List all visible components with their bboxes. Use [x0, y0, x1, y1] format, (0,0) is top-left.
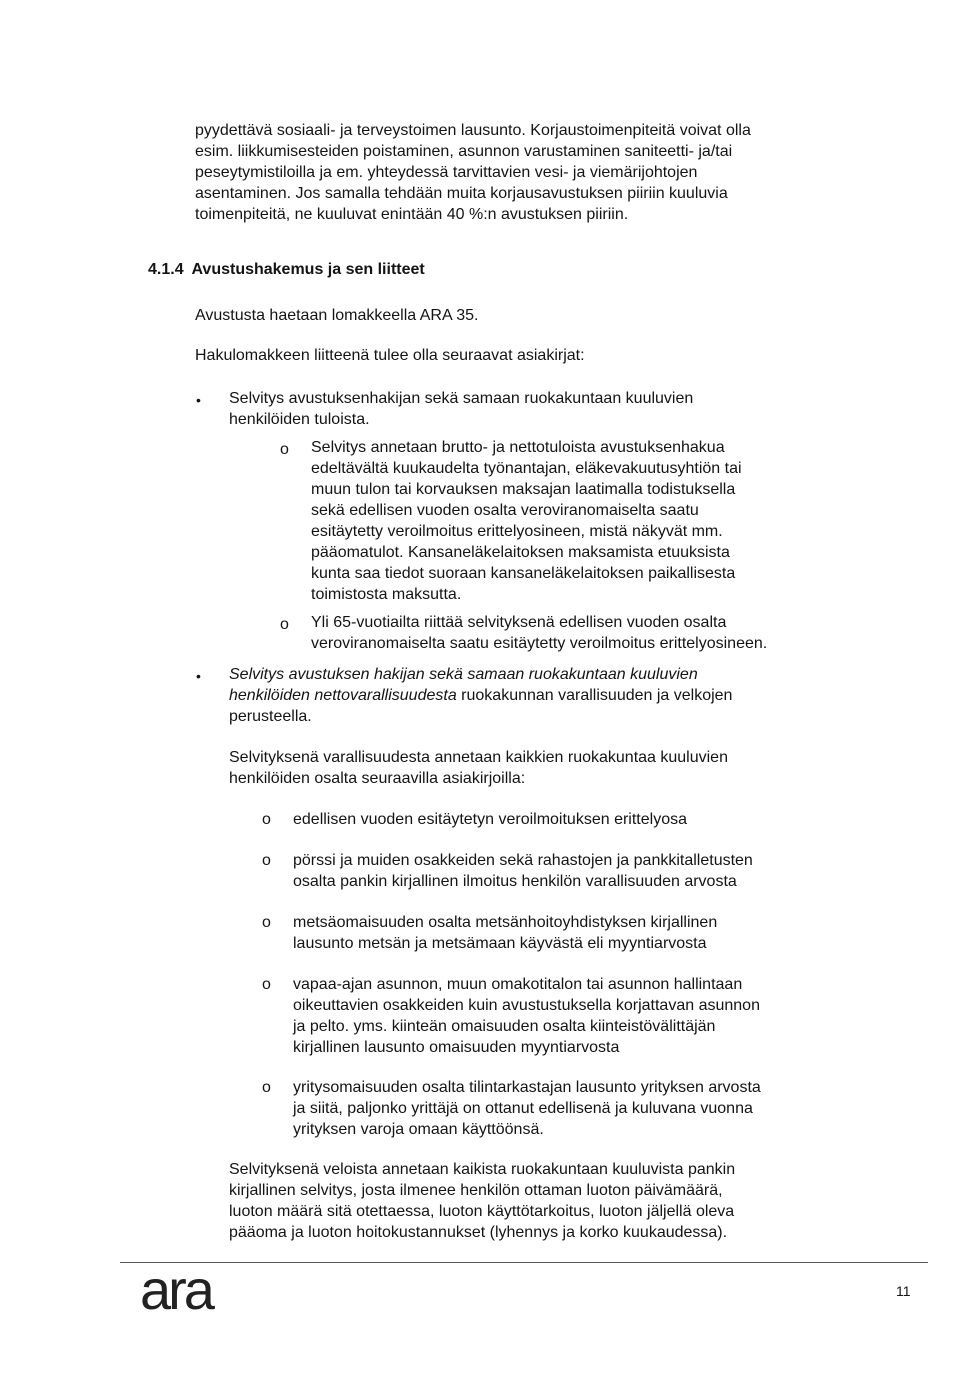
text-line: yrityksen varoja omaan käyttöönsä. [293, 1121, 544, 1138]
text-line: perusteella. [229, 708, 312, 725]
text-line: Selvityksenä veloista annetaan kaikista ruokakuntaan kuuluvista pankin [229, 1161, 736, 1178]
text-line: pörssi ja muiden osakkeiden sekä rahastojen ja pankkitalletusten [293, 852, 753, 869]
text-line: kirjallinen lausunto omaisuuden myyntiarvosta [293, 1039, 620, 1056]
text-line: luoton määrä sitä otettaessa, luoton käyttötarkoitus, luoton jäljellä oleva [229, 1203, 735, 1220]
text-line: ja siitä, paljonko yrittäjä on ottanut edellisenä ja kuluvana vuonna [293, 1100, 753, 1117]
section-number: 4.1.4 [148, 261, 184, 278]
wealth-item [293, 1077, 873, 1140]
text-line: oikeuttavien osakkeiden kuin avustustuksella korjattavan asunnon [293, 997, 760, 1014]
text-line: edeltävältä kuukaudelta työnantajan, eläkevakuutusyhtiön tai [311, 460, 742, 477]
text-line: vapaa-ajan asunnon, muun omakotitalon tai asunnon hallintaan [293, 976, 743, 993]
text-line: veroviranomaiselta saatu esitäytetty veroilmoitus erittelyosineen. [311, 635, 768, 652]
text-line: toimenpiteitä, ne kuuluvat enintään 40 %:n avustuksen piiriin. [195, 206, 629, 223]
text-line: edellisen vuoden esitäytetyn veroilmoituksen erittelyosa [293, 811, 687, 828]
text-line: Selvitys avustuksen hakijan sekä samaan ruokakuntaan kuuluvien [229, 666, 698, 683]
circle-bullet-icon: o [280, 441, 289, 458]
text-line: Yli 65-vuotiailta riittää selvityksenä edellisen vuoden osalta [311, 614, 727, 631]
text-line: ja pelto. yms. kiinteän omaisuuden osalta kiinteistövälittäjän [293, 1018, 716, 1035]
attachments-intro: Hakulomakkeen liitteenä tulee olla seuraavat asiakirjat: [195, 347, 585, 364]
bullet-item-wealth [229, 664, 829, 727]
text-line: pyydettävä sosiaali- ja terveystoimen lausunto. Korjaustoimenpiteitä voivat olla [195, 122, 751, 139]
wealth-item [293, 912, 853, 954]
circle-bullet-icon: o [280, 616, 289, 633]
bullet-icon: • [196, 392, 201, 408]
text-line: henkilöiden osalta seuraavilla asiakirjoilla: [229, 770, 526, 787]
footer-divider [120, 1262, 928, 1263]
wealth-item [293, 850, 853, 892]
text-line: metsäomaisuuden osalta metsänhoitoyhdistyksen kirjallinen [293, 914, 718, 931]
text-line: esim. liikkumisesteiden poistaminen, asunnon varustaminen saniteetti- ja/tai [195, 143, 733, 160]
text-line: henkilöiden tuloista. [229, 411, 370, 428]
text-line: muun tulon tai korvauksen maksajan laatimalla todistuksella [311, 481, 736, 498]
wealth-intro [229, 747, 849, 789]
wealth-item [293, 974, 853, 1058]
text-line: yritysomaisuuden osalta tilintarkastajan lausunto yrityksen arvosta [293, 1079, 761, 1096]
ara-logo: ara [140, 1258, 212, 1321]
text-line: Selvitys avustuksenhakijan sekä samaan ruokakuntaan kuuluvien [229, 390, 694, 407]
circle-bullet-icon: o [262, 1079, 271, 1096]
italic-text: henkilöiden nettovarallisuudesta [229, 687, 457, 704]
circle-bullet-icon: o [262, 852, 271, 869]
text-line: toimistosta maksutta. [311, 586, 462, 603]
subitem-over-65 [311, 612, 871, 654]
text-line: osalta pankin kirjallinen ilmoitus henkilön varallisuuden arvosta [293, 873, 737, 890]
wealth-item [293, 809, 853, 830]
text-line: sekä edellisen vuoden osalta veroviranomaiselta saatu [311, 502, 699, 519]
circle-bullet-icon: o [262, 811, 271, 828]
text-line [229, 685, 829, 706]
text-line: kirjallinen selvitys, josta ilmenee henkilön ottaman luoton päivämäärä, [229, 1182, 723, 1199]
text-line: asentaminen. Jos samalla tehdään muita korjausavustuksen piiriin kuuluvia [195, 185, 728, 202]
text-line: pääoma ja luoton hoitokustannukset (lyhennys ja korko kuukaudessa). [229, 1224, 728, 1241]
bullet-item-income [229, 388, 829, 430]
text-line: Selvitys annetaan brutto- ja nettotuloista avustuksenhakua [311, 439, 725, 456]
bullet-icon: • [196, 668, 201, 684]
page-number: 11 [896, 1283, 911, 1299]
section-heading [148, 259, 425, 280]
form-line: Avustusta haetaan lomakkeella ARA 35. [195, 307, 479, 324]
intro-paragraph [195, 120, 835, 225]
text-line: pääomatulot. Kansaneläkelaitoksen maksamista etuuksista [311, 544, 730, 561]
debts-paragraph [229, 1159, 849, 1243]
subitem-income-details [311, 437, 831, 605]
text-line: esitäytetty veroilmoitus erittelyosineen, mistä näkyvät mm. [311, 523, 723, 540]
text-line: Selvityksenä varallisuudesta annetaan kaikkien ruokakuntaa kuuluvien [229, 749, 728, 766]
circle-bullet-icon: o [262, 976, 271, 993]
text-line: peseytymistiloilla ja em. yhteydessä tarvittavien vesi- ja viemärijohtojen [195, 164, 698, 181]
text-line: lausunto metsän ja metsämaan käyvästä eli myyntiarvosta [293, 935, 707, 952]
section-title: Avustushakemus ja sen liitteet [191, 261, 425, 278]
circle-bullet-icon: o [262, 914, 271, 931]
text-line: kunta saa tiedot suoraan kansaneläkelaitoksen paikallisesta [311, 565, 736, 582]
plain-text: ruokakunnan varallisuuden ja velkojen [456, 687, 733, 704]
